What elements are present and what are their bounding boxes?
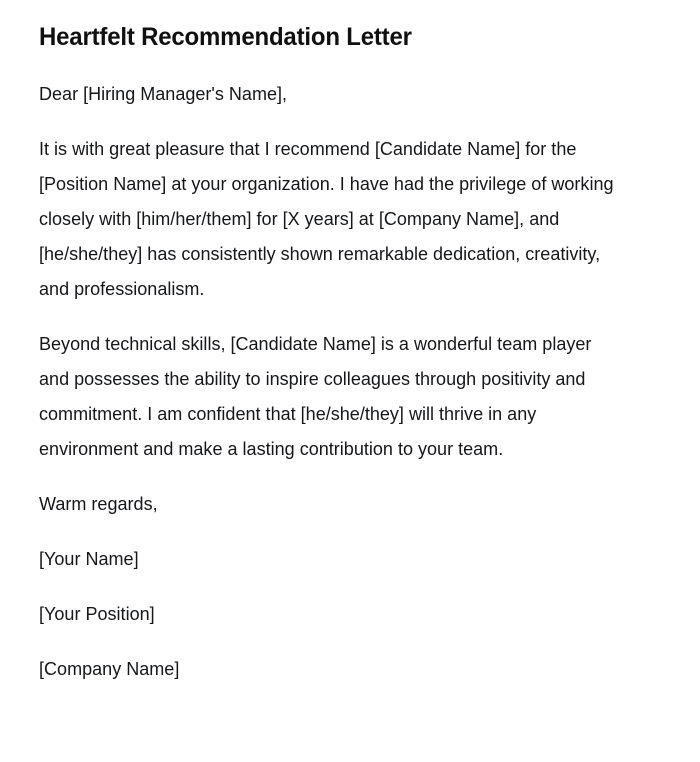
- signature-name: [Your Name]: [39, 548, 139, 569]
- closing-line: Warm regards,: [39, 493, 158, 514]
- signature-position: [Your Position]: [39, 603, 155, 624]
- body-paragraph-2: Beyond technical skills, [Candidate Name] is a wonderful team player and possesses the ability to inspire colleagues through positivity and commitment. I am confident that [he/she/they] will thrive in any environment and make a lasting contribution to your team.: [39, 333, 592, 459]
- body-paragraph-1: It is with great pleasure that I recommend [Candidate Name] for the [Position Name] at your organization. I have had the privilege of working closely with [him/her/them] for [X years] at [Company Name], and [he/she/they] has consistently shown remarkable dedication, creativity, and professionalism.: [39, 138, 614, 299]
- letter-body: [39, 76, 640, 686]
- signature-company: [Company Name]: [39, 658, 180, 679]
- salutation-line: Dear [Hiring Manager's Name],: [39, 83, 288, 104]
- page-title: Heartfelt Recommendation Letter: [39, 23, 412, 51]
